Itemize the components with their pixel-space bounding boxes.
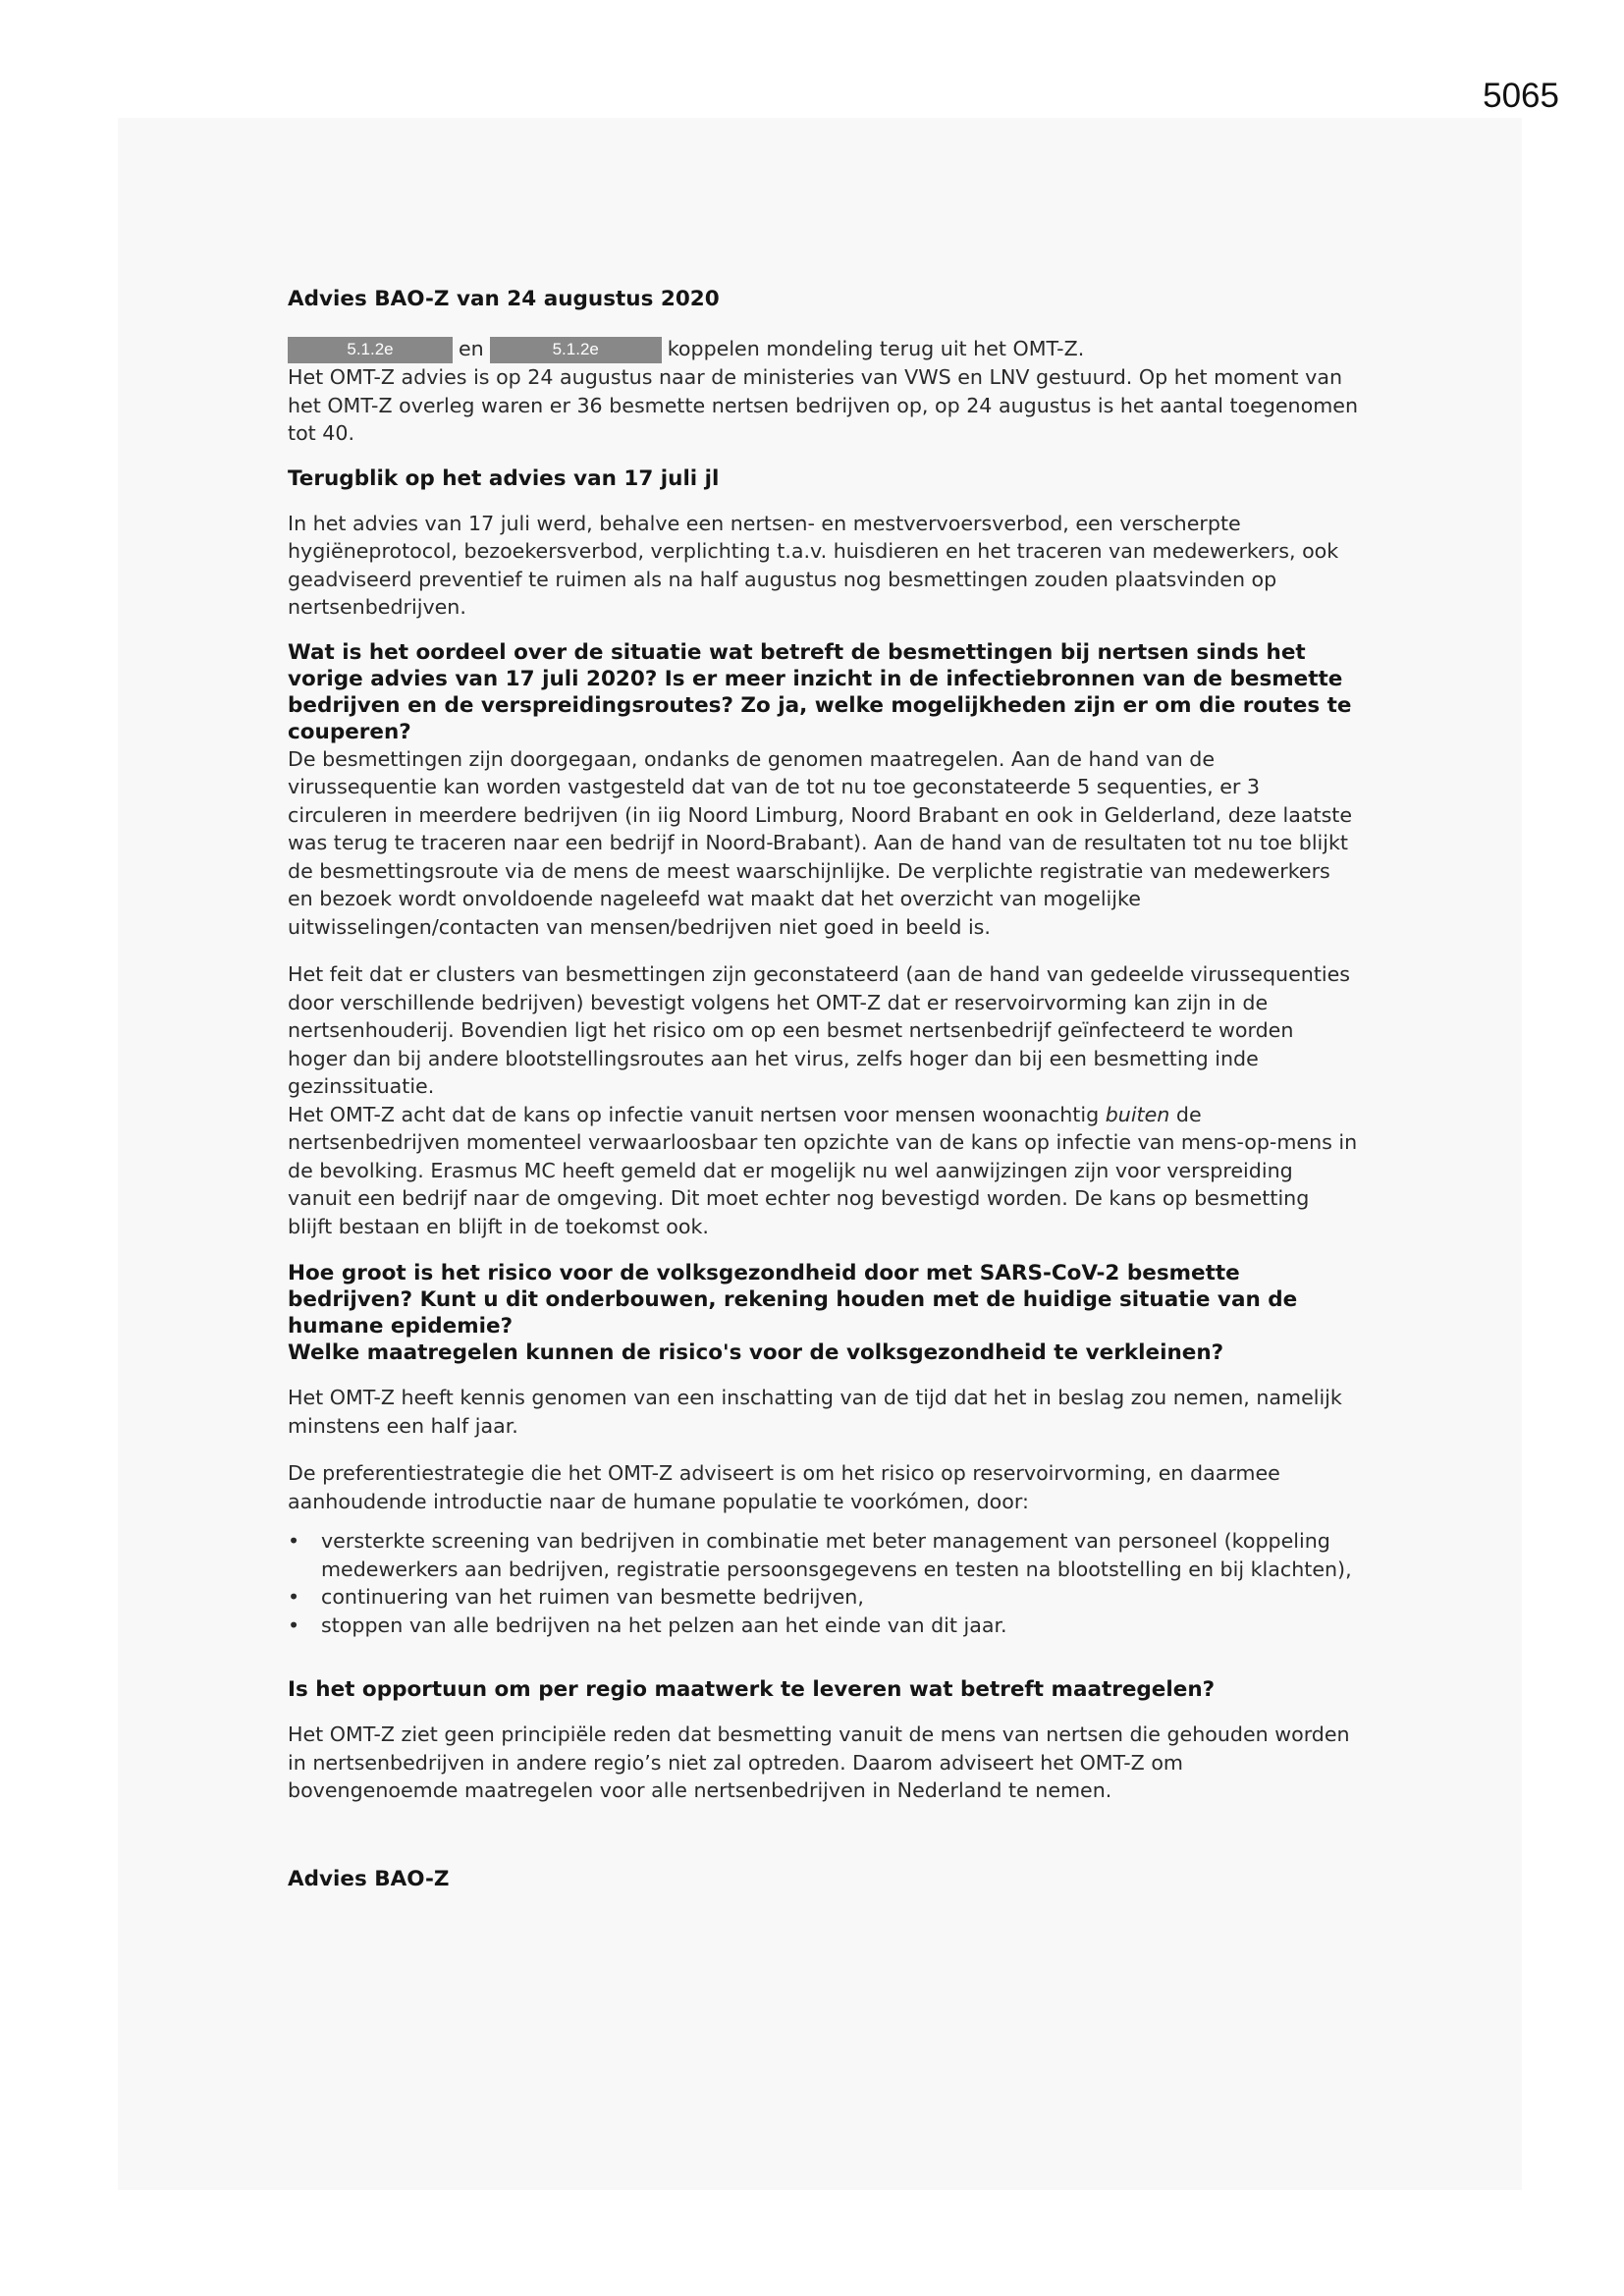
document-body <box>288 286 1358 1892</box>
intro-line-text: koppelen mondeling terug uit het OMT-Z. <box>667 337 1085 360</box>
section-heading-maatregelen: Welke maatregelen kunnen de risico's voor de volksgezondheid te verkleinen? <box>288 1340 1224 1365</box>
intro-line <box>288 335 1358 363</box>
section-body-risico-2: De preferentiestrategie die het OMT-Z adviseert is om het risico op reservoirvorming, en daarmee aanhoudende introductie naar de humane populatie te voorkómen, door: <box>288 1461 1280 1513</box>
section-heading-oordeel: Wat is het oordeel over de situatie wat betreft de besmettingen bij nertsen sinds het vorige advies van 17 juli 2020? Is er meer inzicht in de infectiebronnen van de besmette bedrijven en de verspreidingsroutes? Zo ja, welke mogelijkheden zijn er om die routes te couperen? <box>288 639 1352 744</box>
section-heading-regio: Is het opportuun om per regio maatwerk te leveren wat betreft maatregelen? <box>288 1677 1216 1702</box>
document-title: Advies BAO-Z van 24 augustus 2020 <box>288 287 720 311</box>
redaction-block: 5.1.2e <box>490 337 662 363</box>
oordeel-3-text-before: Het OMT-Z acht dat de kans op infectie vanuit nertsen voor mensen woonachtig <box>288 1102 1100 1126</box>
section-body-regio: Het OMT-Z ziet geen principiële reden dat besmetting vanuit de mens van nertsen die gehouden worden in nertsenbedrijven in andere regio’s niet zal optreden. Daarom adviseert het OMT-Z om bovengenoemde maatregelen voor alle nertsenbedrijven in Nederland te nemen. <box>288 1722 1350 1802</box>
section-body-oordeel-3 <box>288 1101 1358 1241</box>
footer-heading: Advies BAO-Z <box>288 1866 450 1891</box>
redaction-block: 5.1.2e <box>288 337 453 363</box>
list-item: • versterkte screening van bedrijven in combinatie met beter management van personeel (koppeling medewerkers aan bedrijven, registratie persoonsgegevens en testen na blootstelling en bij klachten), <box>321 1527 1358 1583</box>
section-body-risico-1: Het OMT-Z heeft kennis genomen van een inschatting van de tijd dat het in beslag zou nemen, namelijk minstens een half jaar. <box>288 1386 1342 1438</box>
oordeel-3-text-after: de nertsenbedrijven momenteel verwaarloosbaar ten opzichte van de kans op infectie van mens-op-mens in de bevolking. Erasmus MC heeft gemeld dat er mogelijk nu wel aanwijzingen zijn voor verspreiding vanuit een bedrijf naar de omgeving. Dit moet echter nog bevestigd worden. De kans op besmetting blijft bestaan en blijft in de toekomst ook. <box>288 1102 1358 1238</box>
section-heading-risico: Hoe groot is het risico voor de volksgezondheid door met SARS-CoV-2 besmette bedrijven? Kunt u dit onderbouwen, rekening houden met de huidige situatie van de humane epidemie? <box>288 1261 1298 1339</box>
oordeel-3-emphasis: buiten <box>1105 1102 1170 1126</box>
section-body-oordeel-1: De besmettingen zijn doorgegaan, ondanks de genomen maatregelen. Aan de hand van de virussequentie kan worden vastgesteld dat van de tot nu toe geconstateerde 5 sequenties, er 3 circuleren in meerdere bedrijven (in iig Noord Limburg, Noord Brabant en ook in Gelderland, deze laatste was terug te traceren naar een bedrijf in Noord-Brabant). Aan de hand van de resultaten tot nu toe blijkt de besmettingsroute via de mens de meest waarschijnlijke. De verplichte registratie van medewerkers en bezoek wordt onvoldoende nageleefd wat maakt dat het overzicht van mogelijke uitwisselingen/contacten van mensen/bedrijven niet goed in beeld is. <box>288 746 1353 939</box>
page-number: 5065 <box>1483 77 1559 115</box>
section-body-oordeel-2: Het feit dat er clusters van besmettingen zijn geconstateerd (aan de hand van gedeelde virussequenties door verschillende bedrijven) bevestigt volgens het OMT-Z dat er reservoirvorming kan zijn in de nertsenhouderij. Bovendien ligt het risico om op een besmet nertsenbedrijf geïnfecteerd te worden hoger dan bij andere blootstellingsroutes aan het virus, zelfs hoger dan bij een besmetting inde gezinssituatie. <box>288 962 1351 1098</box>
section-heading-terugblik: Terugblik op het advies van 17 juli jl <box>288 465 720 491</box>
list-item: • continuering van het ruimen van besmette bedrijven, <box>321 1583 1358 1612</box>
measures-list <box>288 1527 1358 1639</box>
section-body-terugblik: In het advies van 17 juli werd, behalve een nertsen- en mestvervoersverbod, een verscherpte hygiëneprotocol, bezoekersverbod, verplichting t.a.v. huisdieren en het traceren van medewerkers, ook geadviseerd preventief te ruimen als na half augustus nog besmettingen zouden plaatsvinden op nertsenbedrijven. <box>288 511 1339 619</box>
intro-connector: en <box>459 337 484 360</box>
intro-paragraph: Het OMT-Z advies is op 24 augustus naar de ministeries van VWS en LNV gestuurd. Op het moment van het OMT-Z overleg waren er 36 besmette nertsen bedrijven op, op 24 augustus is het aantal toegenomen tot 40. <box>288 365 1358 445</box>
list-item: • stoppen van alle bedrijven na het pelzen aan het einde van dit jaar. <box>321 1612 1358 1640</box>
